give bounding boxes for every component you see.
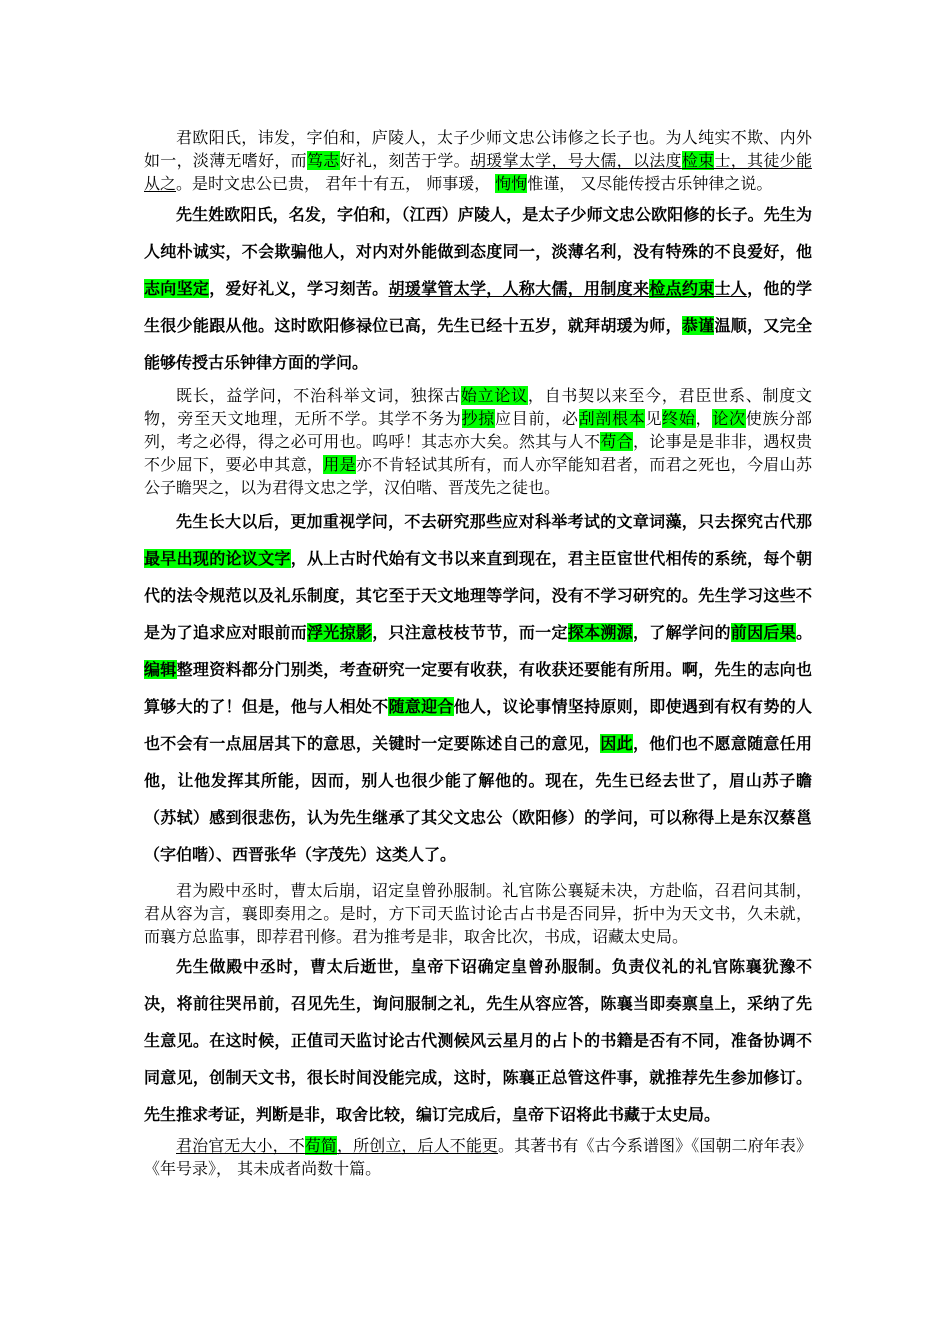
paragraph-translation-3 xyxy=(144,948,812,1133)
highlighted-term: 苟简 xyxy=(304,1136,338,1155)
text-segment: 应目前，必 xyxy=(495,409,579,428)
paragraph-translation-1 xyxy=(144,196,812,381)
underlined-text: ，所创立，后人不能更 xyxy=(337,1136,499,1155)
highlighted-term: 始立论议 xyxy=(460,386,528,405)
underlined-text: 君治官无大小，不 xyxy=(176,1136,305,1155)
highlighted-term: 刮剖根本 xyxy=(578,409,646,428)
highlighted-term: 用是 xyxy=(323,455,356,474)
highlighted-term: 苟合 xyxy=(600,432,633,451)
underlined-text: 胡瑗掌管太学，人称大儒，用制度来 xyxy=(388,279,650,298)
text-segment: 温顺，又完全能够传授古乐钟律方面的学问。 xyxy=(144,316,812,372)
highlighted-term: 志向坚定 xyxy=(144,279,210,298)
highlighted-term: 探本溯源 xyxy=(567,623,633,642)
text-segment: 整理资料都分门别类，考查研究一定要有收获，有收获还要能有所用。啊，先生的志向也算够大的了！但是，他与人相处不 xyxy=(144,660,812,716)
underlined-text: 士人 xyxy=(714,279,748,298)
paragraph-translation-2 xyxy=(144,503,812,873)
highlighted-term: 因此 xyxy=(600,734,633,753)
text-segment: 见 xyxy=(645,409,663,428)
text-segment: ，论事是是非非，遇权贵不少屈下，要必申其意， xyxy=(144,432,812,474)
text-segment: 他人，议论事情坚持原则，即使遇到有权有势的人也不会有一点屈居其下的意思，关键时一定要陈述自己的意见， xyxy=(144,697,812,753)
highlighted-term: 恭谨 xyxy=(681,316,715,335)
highlighted-term: 检束 xyxy=(681,151,715,170)
text-segment: ，了解学问的 xyxy=(632,623,731,642)
text-segment: ，爱好礼义，学习刻苦。 xyxy=(209,279,389,298)
paragraph-original-1 xyxy=(144,126,812,195)
highlighted-term: 笃志 xyxy=(306,151,340,170)
text-segment: 亦不肯轻试其所有，而人亦罕能知君者，而君之死也，今眉山苏公子瞻哭之，以为君得文忠之学，汉伯喈、晋茂先之徒也。 xyxy=(144,455,812,497)
text-segment: 好礼，刻苦于学。 xyxy=(339,151,470,170)
underlined-text: 胡瑗掌太学，号大儒，以法度 xyxy=(469,151,682,170)
text-segment: 既长，益学问，不治科举文词，独探古 xyxy=(176,386,461,405)
paragraph-original-4 xyxy=(144,1134,812,1180)
highlighted-term: 最早出现的论议文字 xyxy=(144,549,291,568)
text-segment: ，他的学生很少能跟从他。这时欧阳修禄位已高，先生已经十五岁，就拜胡瑗为师， xyxy=(144,279,812,335)
text-segment: ， xyxy=(695,409,713,428)
highlighted-term: 浮光掠影 xyxy=(306,623,373,642)
highlighted-term: 终始 xyxy=(662,409,696,428)
text-segment: 君为殿中丞时，曹太后崩，诏定皇曾孙服制。礼官陈公襄疑未决，方赴临，召君问其制，君从容为言，襄即奏用之。是时，方下司天监讨论古占书是否同异，折中为天文书，久未就，而襄方总监事，即荐君刊修。君为推考是非，取舍比次，书成，诏藏太史局。 xyxy=(144,881,812,946)
text-segment: 先生长大以后，更加重视学问，不去研究那些应对科举考试的文章词藻，只去探究古代那 xyxy=(176,512,812,531)
highlighted-term: 编辑 xyxy=(144,660,177,679)
text-segment: 先生做殿中丞时，曹太后逝世，皇帝下诏确定皇曾孙服制。负责仪礼的礼官陈襄犹豫不决，将前往哭吊前，召见先生，询问服制之礼，先生从容应答，陈襄当即奏禀皇上，采纳了先生意见。在这时候，正值司天监讨论古代测候风云星月的占卜的书籍是否有不同，准备协调不同意见，创制天文书，很长时间没能完成，这时，陈襄正总管这件事，就推荐先生参加修订。先生推求考证，判断是非，取舍比较，编订完成后，皇帝下诏将此书藏于太史局。 xyxy=(144,957,812,1124)
highlighted-term: 前因后果 xyxy=(730,623,796,642)
highlighted-term: 检点约束 xyxy=(649,279,715,298)
text-segment: 使族分部列，考之必得，得之必可用也。呜呼！其志亦大矣。然其与人不 xyxy=(144,409,812,451)
text-segment: 先生姓欧阳氏，名发，字伯和，（江西）庐陵人，是太子少师文忠公欧阳修的长子。先生为人纯朴诚实，不会欺骗他人，对内对外能做到态度同一，淡薄名利，没有特殊的不良爱好，他 xyxy=(144,205,812,261)
paragraph-original-3 xyxy=(144,879,812,948)
text-segment: ，自书契以来至今，君臣世系、制度文物，旁至天文地理，无所不学。其学不务为 xyxy=(144,386,812,428)
highlighted-term: 论次 xyxy=(712,409,746,428)
highlighted-term: 恂恂 xyxy=(495,174,528,193)
underlined-text: 士，其徒少能从之 xyxy=(144,151,812,193)
highlighted-term: 随意迎合 xyxy=(388,697,454,716)
text-segment: ，他们也不愿意随意任用他，让他发挥其所能，因而，别人也很少能了解他的。现在，先生已经去世了，眉山苏子瞻（苏轼）感到很悲伤，认为先生继承了其父文忠公（欧阳修）的学问，可以称得上是东汉蔡邕（字伯喈）、西晋张华（字茂先）这类人了。 xyxy=(144,734,812,864)
text-segment: 。是时文忠公已贵， 君年十有五， 师事瑗， xyxy=(176,174,496,193)
text-segment: ，从上古时代始有文书以来直到现在，君主臣宦世代相传的系统，每个朝代的法令规范以及礼乐制度，其它至于天文地理等学问，没有不学习研究的。先生学习这些不是为了追求应对眼前而 xyxy=(144,549,812,642)
paragraph-original-2 xyxy=(144,384,812,499)
highlighted-term: 抄掠 xyxy=(461,409,496,428)
text-segment: 君欧阳氏，讳发，字伯和，庐陵人，太子少师文忠公讳修之长子也。为人纯实不欺、内外如一，淡薄无嗜好，而 xyxy=(144,128,812,170)
text-segment: ，只注意枝枝节节，而一定 xyxy=(372,623,568,642)
text-segment: 。其著书有《古今系谱图》《国朝二府年表》《年号录》， 其未成者尚数十篇。 xyxy=(144,1136,812,1178)
text-segment: 惟谨， 又尽能传授古乐钟律之说。 xyxy=(527,174,773,193)
text-segment: 。 xyxy=(795,623,812,642)
